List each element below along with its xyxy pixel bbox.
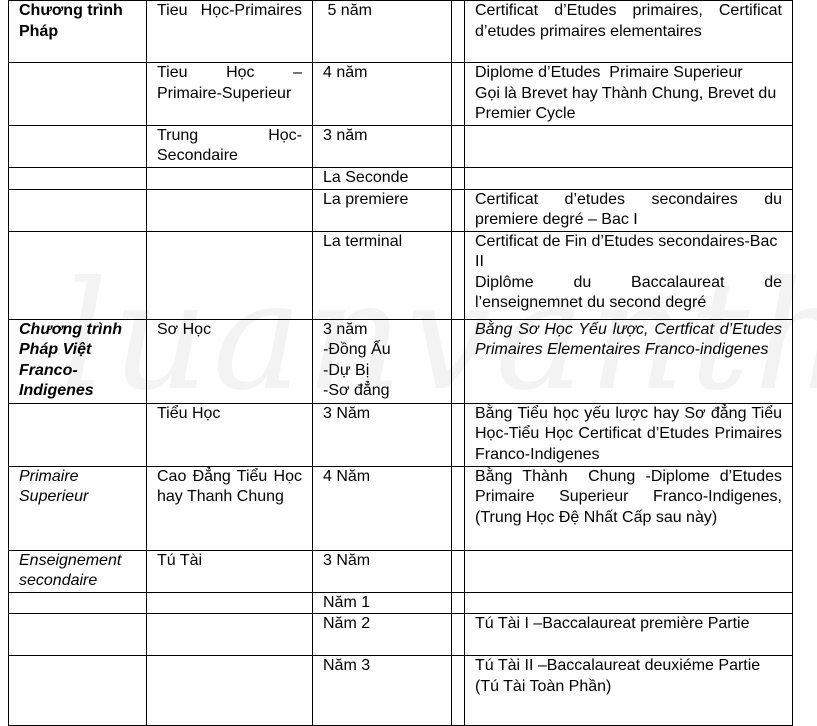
table-row xyxy=(9,63,793,126)
level-cell xyxy=(147,189,313,231)
program-cell: Chương trình Pháp xyxy=(9,1,147,63)
table-row xyxy=(9,189,793,231)
duration-cell: La premiere xyxy=(313,189,452,231)
diploma-cell: Certificat d’Etudes primaires, Certificat d’etudes primaires elementaires xyxy=(465,1,793,63)
level-cell xyxy=(147,231,313,319)
program-cell: Primaire Superieur xyxy=(9,466,147,550)
table-row xyxy=(9,403,793,466)
program-cell: Enseignement secondaire xyxy=(9,550,147,592)
diploma-cell xyxy=(465,656,793,726)
duration-cell: Năm 1 xyxy=(313,592,452,614)
diploma-line: Tú Tài II –Baccalaureat deuxiéme Partie xyxy=(475,657,761,674)
program-cell xyxy=(9,167,147,189)
table-row xyxy=(9,550,793,592)
program-cell xyxy=(9,63,147,126)
duration-line: -Sơ đẳng xyxy=(323,382,390,399)
diploma-line: (Tú Tài Toàn Phần) xyxy=(475,677,612,695)
duration-cell: 3 Năm xyxy=(313,550,452,592)
program-cell xyxy=(9,614,147,656)
duration-cell: 4 Năm xyxy=(313,466,452,550)
program-cell xyxy=(9,592,147,614)
diploma-line: Certificat de Fin d’Etudes secondaires-Bac II xyxy=(475,232,778,270)
spacer-cell xyxy=(452,550,465,592)
diploma-cell: Certificat d’etudes secondaires du premiere degré – Bac I xyxy=(465,189,793,231)
duration-line: -Đồng Ấu xyxy=(323,341,391,358)
duration-cell: La terminal xyxy=(313,231,452,319)
table-row xyxy=(9,319,793,403)
table-row xyxy=(9,592,793,614)
duration-cell: Năm 2 xyxy=(313,614,452,656)
diploma-cell: Bằng Tiểu học yếu lược hay Sơ đẳng Tiểu Học-Tiểu Học Certificat d’Etudes Primaires Franco-Indigenes xyxy=(465,403,793,466)
spacer-cell xyxy=(452,167,465,189)
level-cell: Tieu Học – Primaire-Superieur xyxy=(147,63,313,126)
level-cell xyxy=(147,167,313,189)
diploma-cell xyxy=(465,63,793,126)
table-row xyxy=(9,167,793,189)
program-cell xyxy=(9,403,147,466)
duration-cell: 3 Năm xyxy=(313,403,452,466)
level-cell xyxy=(147,614,313,656)
duration-cell xyxy=(313,319,452,403)
level-cell xyxy=(147,592,313,614)
duration-cell: 5 năm xyxy=(313,1,452,63)
table-row xyxy=(9,656,793,726)
spacer-cell xyxy=(452,231,465,319)
education-table xyxy=(8,0,793,726)
spacer-cell xyxy=(452,466,465,550)
duration-cell: 3 năm xyxy=(313,125,452,167)
spacer-cell xyxy=(452,63,465,126)
spacer-cell xyxy=(452,614,465,656)
duration-cell: Năm 3 xyxy=(313,656,452,726)
diploma-cell xyxy=(465,125,793,167)
table-row xyxy=(9,466,793,550)
diploma-cell: Tú Tài I –Baccalaureat première Partie xyxy=(465,614,793,656)
program-cell xyxy=(9,189,147,231)
diploma-cell: Bằng Sơ Học Yếu lược, Certficat d’Etudes Primaires Elementaires Franco-indigenes xyxy=(465,319,793,403)
diploma-line: Gọi là Brevet hay Thành Chung, Brevet du Premier Cycle xyxy=(475,84,777,122)
level-cell: Tiểu Học xyxy=(147,403,313,466)
spacer-cell xyxy=(452,656,465,726)
table-row xyxy=(9,231,793,319)
table-row xyxy=(9,125,793,167)
spacer-cell xyxy=(452,189,465,231)
diploma-cell xyxy=(465,231,793,319)
program-cell xyxy=(9,125,147,167)
duration-cell: La Seconde xyxy=(313,167,452,189)
diploma-line: Diplome d’Etudes Primaire Superieur xyxy=(475,64,743,81)
diploma-line: Diplôme du Baccalaureat de l’enseignemnet du second degré xyxy=(475,273,782,311)
diploma-cell: Bằng Thành Chung -Diplome d’Etudes Primaire Superieur Franco-Indigenes,(Trung Học Đệ Nhất Cấp sau này) xyxy=(465,466,793,550)
duration-cell: 4 năm xyxy=(313,63,452,126)
program-cell xyxy=(9,656,147,726)
table-row xyxy=(9,1,793,63)
spacer-cell xyxy=(452,1,465,63)
spacer-cell xyxy=(452,319,465,403)
diploma-cell xyxy=(465,592,793,614)
level-cell xyxy=(147,656,313,726)
duration-line: -Dự Bị xyxy=(323,361,370,379)
program-cell: Chương trình Pháp Việt Franco-Indigenes xyxy=(9,319,147,403)
level-cell: Tú Tài xyxy=(147,550,313,592)
duration-line: 3 năm xyxy=(323,320,368,338)
level-cell: Sơ Học xyxy=(147,319,313,403)
spacer-cell xyxy=(452,403,465,466)
spacer-cell xyxy=(452,592,465,614)
level-cell: Tieu Học-Primaires xyxy=(147,1,313,63)
diploma-cell xyxy=(465,550,793,592)
level-cell: Cao Đẳng Tiểu Học hay Thanh Chung xyxy=(147,466,313,550)
program-cell xyxy=(9,231,147,319)
spacer-cell xyxy=(452,125,465,167)
level-cell: Trung Học-Secondaire xyxy=(147,125,313,167)
table-row xyxy=(9,614,793,656)
diploma-cell xyxy=(465,167,793,189)
